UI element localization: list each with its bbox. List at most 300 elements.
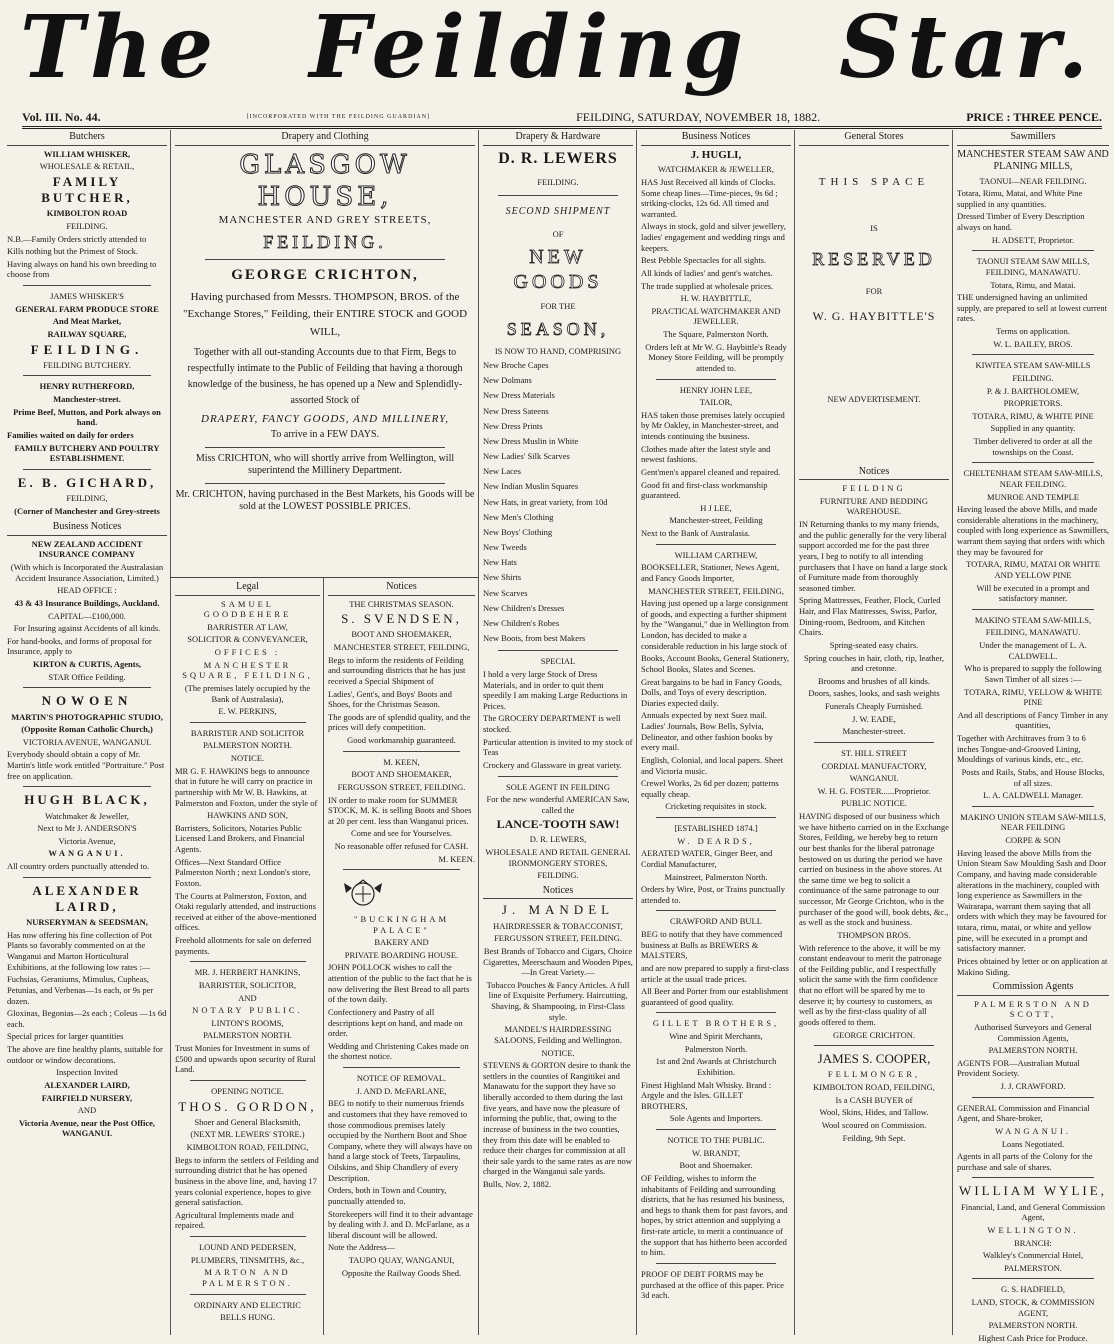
ad-line: WANGANUI. xyxy=(849,773,899,784)
ad-line: TAONUI STEAM SAW MILLS, FEILDING, MANAWATU. xyxy=(976,256,1090,277)
ad-line: WANGANUI. xyxy=(995,1125,1071,1136)
ad-line: W. G. HAYBITTLE'S xyxy=(812,309,936,323)
ad-line: Spring Mattresses, Feather, Flock, Curled Hair, and Flax Mattresses, Swiss, Parlor, Dining-room, Bedroom, and Kitchen Chairs. xyxy=(799,595,941,638)
ad-line: GEORGE CRICHTON, xyxy=(231,266,419,283)
section-header-commission-agents: Commission Agents xyxy=(957,980,1109,996)
column-rule xyxy=(636,130,637,1335)
ad-glasgow-house xyxy=(172,130,478,576)
ad-line: FEILDING. xyxy=(30,341,144,357)
ad-line: SOLICITOR & CONVEYANCER, xyxy=(187,634,308,645)
ad-line: ORDINARY AND ELECTRIC xyxy=(194,1299,301,1310)
ad-line: SECOND SHIPMENT xyxy=(505,206,611,218)
ad-line: Having always on hand his own breeding to choose from xyxy=(7,258,157,280)
ad-line: Funerals Cheaply Furnished. xyxy=(825,701,923,711)
goods-list xyxy=(483,359,633,645)
ad-line: J. HUGLI, xyxy=(690,148,742,161)
ad-line: TOTARA, RIMU, MATAI OR WHITE AND YELLOW PINE xyxy=(966,559,1100,580)
ad-line: Boot and Shoemaker. xyxy=(679,1160,753,1171)
ad-line: (NEXT MR. LEWERS' STORE.) xyxy=(190,1129,305,1140)
ad-line: BARRISTER AND SOLICITOR xyxy=(190,727,305,738)
list-item: New Hats xyxy=(483,557,517,568)
ad-line: Gent'men's apparel cleaned and repaired. xyxy=(641,466,781,477)
ad-line: STAR Office Feilding. xyxy=(48,671,126,682)
ad-line: FERGUSSON STREET, FEILDING. xyxy=(337,781,466,792)
ad-line: VICTORIA AVENUE, WANGANUI. xyxy=(22,736,152,747)
ad-line: RAILWAY SQUARE, xyxy=(47,328,127,339)
list-item: New Hats, in great variety, from 10d xyxy=(483,496,608,507)
ad-line: FEILDING. xyxy=(66,220,108,231)
ad-line: MR G. F. HAWKINS begs to announce that in future he will carry on practice in partnership with Mr W. B. Hawkins, at Palmerston and Foxton, under the style of xyxy=(175,765,318,808)
ad-line: (The premises lately occupied by the Bank of Australasia), xyxy=(184,682,311,704)
ad-line: FEILDING. xyxy=(537,870,579,881)
ad-line: HAVING disposed of our business which we have hitherto carried on in the Exchange Stores, Feilding, we hereby beg to return our best thanks for the liberal patronage bestowed on us during the period we have carried on business in the above stores. At the same time we beg to solicit a continuance of the same patronage to our successor, Mr George Crichton, who is the purchaser of the good will, book debts, &c., as well as the stock and business. xyxy=(799,811,949,928)
ad-line: Good workmanship guaranteed. xyxy=(347,735,456,745)
ad-line: FOR THE xyxy=(540,301,576,312)
ad-line: (With which is Incorporated the Australasian Accident Insurance Association, Limited.) xyxy=(10,562,164,583)
ad-line: Everybody should obtain a copy of Mr. Martin's little work entitled "Portraiture." Post free on application. xyxy=(7,749,165,781)
ad-line: KIRTON & CURTIS, Agents, xyxy=(32,659,142,669)
ad-line: HENRY RUTHERFORD, xyxy=(39,381,135,392)
ad-line: WILLIAM CARTHEW, xyxy=(674,549,758,560)
ad-line: All country orders punctually attended to. xyxy=(7,861,150,871)
ad-line: AND xyxy=(238,992,257,1003)
ad-line: MANCHESTER AND GREY STREETS, xyxy=(218,213,432,226)
list-item: New Dolmans xyxy=(483,375,532,386)
ad-line: MANCHESTER SQUARE, FEILDING, xyxy=(182,659,313,681)
list-item: New Dress Prints xyxy=(483,420,543,431)
ad-line: Agricultural Implements made and repaired. xyxy=(175,1209,294,1231)
ad-line: Supplied in any quantity. xyxy=(990,423,1076,434)
ad-line: Trust Monies for Investment in sums of £500 and upwards upon security of Rural Land. xyxy=(175,1043,316,1075)
dateline: FEILDING, SATURDAY, NOVEMBER 18, 1882. xyxy=(576,109,821,124)
section-header-business-notices: Business Notices xyxy=(7,520,167,536)
ad-line: THOMPSON BROS. xyxy=(837,929,911,940)
ad-line: Fuchsias, Geraniums, Mimulus, Cupheas, Petunias, and Verbenas—1s each, or 9s per dozen. xyxy=(7,974,154,1006)
ad-line: OF Feilding, wishes to inform the inhabitants of Feilding and surrounding districts, that he has resumed his business, and begs to thank them for past favors, and hopes, by strict attention and supplying a first-rate article, to merit a continuance of the support that has hitherto been accorded to him. xyxy=(641,1172,788,1258)
ad-line: KIMBOLTON ROAD xyxy=(46,208,128,219)
ad-line: MANCHESTER STREET, FEILDING, xyxy=(333,642,470,652)
ad-line: Manchester-street. xyxy=(53,394,121,404)
ad-line: Come and see for Yourselves. xyxy=(350,828,453,839)
ad-line: [ESTABLISHED 1874.] xyxy=(674,823,758,833)
ad-line: To arrive in a FEW DAYS. xyxy=(270,429,380,441)
ad-line: Special prices for larger quantities xyxy=(7,1031,124,1042)
ad-line: TAUPO QUAY, WANGANUI, xyxy=(348,1255,455,1265)
ad-line: CHELTENHAM STEAM SAW-MILLS, NEAR FEILDING. xyxy=(963,468,1103,489)
ad-line: BEG to notify that they have commenced business at Bulls as BREWERS & MALSTERS, xyxy=(641,929,783,961)
ad-line: Orders left at Mr W. G. Haybittle's Ready Money Store Feilding, will be promptly attended to. xyxy=(645,341,787,373)
ad-line: Victoria Avenue, xyxy=(58,835,116,846)
section-header-notices: Notices xyxy=(799,465,949,481)
ad-line: W. DEARDS, xyxy=(677,835,755,846)
ad-line: (Corner of Manchester and Grey-streets xyxy=(14,505,160,516)
ad-line: Doors, sashes, looks, and sash weights xyxy=(808,688,940,699)
ad-line: Clothes made after the latest style and newest fashions. xyxy=(641,443,771,465)
ad-line: Agents in all parts of the Colony for the purchase and sale of shares. xyxy=(957,1151,1093,1172)
ad-line: W. L. BAILEY, BROS. xyxy=(993,338,1073,349)
ad-line: Offices—Next Standard Office Palmerston North ; next London's store, Foxton. xyxy=(175,856,311,888)
ad-line: FEILDING. xyxy=(537,176,579,187)
ad-line: Begs to inform the residents of Feilding and surrounding districts that he has just received a Special Shipment of xyxy=(328,654,466,686)
ad-line: The Square, Palmerston North. xyxy=(663,329,769,339)
ad-line: BELLS HUNG. xyxy=(220,1312,275,1323)
section-header-legal: Legal xyxy=(175,580,320,596)
ad-line: Begs to inform the settlers of Feilding and surrounding district that he has opened business in the above line, and, having 17 years colonial experience, hopes to give general satisfaction. xyxy=(175,1154,319,1208)
ad-line: PALMERSTON NORTH. xyxy=(203,1030,292,1041)
ad-line: Great bargains to be had in Fancy Goods, Dolls, and Toys of every description. Diaries expected daily. xyxy=(641,676,783,708)
ad-line: English, Colonial, and local papers. Sheet and Victoria music. xyxy=(641,754,784,776)
section-header-notices: Notices xyxy=(328,580,475,596)
ad-line: WHOLESALE AND RETAIL GENERAL IRONMONGERY STORES, xyxy=(485,847,631,868)
ad-line: "BUCKINGHAM PALACE" xyxy=(353,913,450,935)
ad-line: IS xyxy=(870,223,878,234)
ad-line: SOLE AGENT IN FEILDING xyxy=(506,781,610,792)
ad-line: I hold a very large Stock of Dress Materials, and in order to quit them speedily I am making Large Reductions in Prices. xyxy=(483,668,628,711)
ad-line: and are now prepared to supply a first-class article at the usual trade prices. xyxy=(641,962,789,984)
ad-line: JOHN POLLOCK wishes to call the attention of the public to the fact that he is now delivering the Best Bread to all parts of the town daily. xyxy=(328,962,472,1005)
ad-line: Crockery and Glassware in great variety. xyxy=(483,759,622,770)
list-item: New Dress Sateens xyxy=(483,405,549,416)
ad-line: Wine and Spirit Merchants, xyxy=(669,1031,763,1041)
ad-line: FURNITURE AND BEDDING WAREHOUSE. xyxy=(819,495,929,517)
ad-line: BARRISTER AT LAW, xyxy=(207,621,288,632)
ad-line: THE CHRISTMAS SEASON. xyxy=(349,598,454,609)
list-item: New Boys' Clothing xyxy=(483,526,553,537)
ad-line: JAMES S. COOPER, xyxy=(817,1051,931,1067)
ad-line: Freehold allotments for sale on deferred payments. xyxy=(175,935,312,956)
ad-line: Brooms and brushes of all kinds. xyxy=(818,675,930,686)
section-header-notices: Notices xyxy=(483,884,633,900)
ad-line: 43 & 43 Insurance Buildings, Auckland. xyxy=(14,597,160,608)
ad-line: Victoria Avenue, near the Post Office, WANGANUI. xyxy=(18,1117,156,1139)
ad-line: Financial, Land, and General Commission Agent, xyxy=(961,1201,1105,1223)
ad-line: The GROCERY DEPARTMENT is well stocked. xyxy=(483,713,621,735)
ad-line: MR. J. HERBERT HANKINS, xyxy=(194,967,301,978)
ad-line: LINTON'S ROOMS, xyxy=(211,1017,284,1028)
masthead-word-the: The xyxy=(20,0,220,98)
incorporated-note: [INCORPORATED WITH THE FEILDING GUARDIAN] xyxy=(246,114,431,120)
ad-line: NOTICE. xyxy=(230,753,265,763)
ad-line: G. S. HADFIELD, xyxy=(1001,1284,1065,1295)
ad-line: CORDIAL MANUFACTORY, xyxy=(821,760,927,771)
ad-line: GENERAL Commission and Financial Agent, and Share-broker, xyxy=(957,1102,1090,1124)
ad-line: M. KEEN. xyxy=(438,853,475,864)
ad-line: PALMERSTON AND SCOTT, xyxy=(974,998,1092,1020)
ad-line: CORPE & SON xyxy=(1005,835,1061,845)
ad-line: Kills nothing but the Primest of Stock. xyxy=(7,246,139,257)
masthead xyxy=(0,0,1114,98)
ad-line: Orders, both in Town and Country, punctually attended to. xyxy=(328,1185,447,1206)
list-item: New Tweeds xyxy=(483,542,527,553)
ad-line: No reasonable offer refused for CASH. xyxy=(334,841,469,851)
ad-line: MARTON AND PALMERSTON. xyxy=(202,1267,293,1288)
ad-line: Opposite the Railway Goods Shed. xyxy=(341,1267,462,1278)
ad-line: Inspection Invited xyxy=(56,1067,118,1078)
column-rule xyxy=(952,130,953,1335)
ad-line: The trade supplied at wholesale prices. xyxy=(641,280,774,291)
ad-line: Spring couches in hair, cloth, rip, leather, and cretonne. xyxy=(803,652,944,674)
ad-line: FEILDING, xyxy=(66,493,108,503)
ad-line: TOTARA, RIMU, & WHITE PINE xyxy=(972,410,1094,421)
ad-line: Confectionery and Pastry of all descriptions kept on hand, and made on order. xyxy=(328,1006,463,1039)
ad-line: Best Brands of Tobacco and Cigars, Choice Cigarettes, Meerschaum and Wooden Pipes, —In Great Variety.— xyxy=(483,945,633,978)
ad-line: PUBLIC NOTICE. xyxy=(841,798,907,809)
royal-crest-icon xyxy=(328,879,398,907)
ad-line: BARRISTER, SOLICITOR, xyxy=(198,979,297,990)
ad-line: Always in stock, gold and silver jewellery, ladies' engagement and wedding rings and keepers. xyxy=(641,221,786,253)
ad-line: MAKINO UNION STEAM SAW-MILLS, NEAR FEILDING xyxy=(960,811,1106,833)
ad-line: W. H. G. FOSTER......Proprietor. xyxy=(817,785,931,796)
ad-line: AERATED WATER, Ginger Beer, and Cordial Manufacturer, xyxy=(641,848,773,869)
list-item: New Dress Materials xyxy=(483,390,555,401)
list-item: New Dress Muslin in White xyxy=(483,435,579,446)
ad-line: Storekeepers will find it to their advantage by dealing with J. and D. McFarlane, as a liberal discount will be allowed. xyxy=(328,1208,473,1240)
ad-line: NEW GOODS xyxy=(513,246,603,294)
ad-line: Mainstreet, Palmerston North. xyxy=(664,871,768,882)
ad-line: BAKERY AND xyxy=(374,937,429,948)
ad-line: NOTICE OF REMOVAL. xyxy=(356,1073,447,1083)
ad-line: TAONUI—NEAR FEILDING. xyxy=(979,175,1087,186)
ad-line: LOUND AND PEDERSEN, xyxy=(198,1242,297,1252)
ad-line: Miss CRICHTON, who will shortly arrive from Wellington, will superintend the Millinery Department. xyxy=(195,452,455,477)
ad-line: Has now offering his fine collection of Pot Plants so favorably commented on at the Wanganui and Marton Horticultural Exhibitions, at the following low rates :— xyxy=(7,929,153,972)
ad-line: NURSERYMAN & SEEDSMAN, xyxy=(26,917,148,928)
ad-line: FAMILY BUTCHER, xyxy=(41,173,133,205)
list-item: New Laces xyxy=(483,466,521,477)
ad-line: L. A. CALDWELL Manager. xyxy=(983,790,1083,801)
ad-line: BRANCH: xyxy=(1014,1237,1052,1248)
ad-line: With reference to the above, it will be my constant endeavour to merit the patronage of the Feilding public, and I respectfully solicit the same with the firm confidence that no effort will be spared by me to deserve it; by courtesy to customers, as well as by the first-class quality of all goods offered to them. xyxy=(799,942,942,1027)
ad-line: Walkley's Commercial Hotel, xyxy=(982,1250,1084,1261)
ad-line: HAIRDRESSER & TOBACCONIST, xyxy=(493,920,623,931)
ad-line: Crewel Works, 2s 6d per dozen; patterns equally cheap. xyxy=(641,778,779,799)
ad-line: Best Pebble Spectacles for all sights. xyxy=(641,255,767,266)
ad-line: PALMERSTON NORTH. xyxy=(988,1320,1078,1331)
ad-line: Together with all out-standing Accounts due to that Firm, Begs to respectfully intimate to the Public of Feilding that having a thorough knowledge of the business, he has opened up a New and Splendidly-assorted Stock of xyxy=(187,347,463,407)
ad-title: D. R. LEWERS xyxy=(498,149,618,167)
ad-line: OFFICES : xyxy=(214,647,281,657)
ad-line: THOS. GORDON, xyxy=(178,1098,317,1114)
ad-line: W. BRANDT, xyxy=(692,1147,740,1158)
ad-line: J. W. EADE, xyxy=(852,713,896,724)
ad-line: Feilding, 9th Sept. xyxy=(842,1132,906,1143)
ad-line: For Insuring against Accidents of all kinds. xyxy=(13,623,161,634)
ad-line: WELLINGTON. xyxy=(987,1224,1079,1235)
column-rule xyxy=(323,578,324,1335)
ad-line: Note the Address— xyxy=(328,1242,396,1253)
ad-line: For hand-books, and forms of proposal for Insurance, apply to xyxy=(7,635,152,657)
column-rule xyxy=(478,130,479,1335)
ad-line: MANDEL'S HAIRDRESSING SALOONS, Feilding and Wellington. xyxy=(494,1024,622,1045)
ad-line: HAWKINS AND SON, xyxy=(207,810,288,821)
ad-line: And Meat Market, xyxy=(52,316,122,327)
section-header-butchers: Butchers xyxy=(7,130,167,146)
ad-line: Dressed Timber of Every Description always on hand. xyxy=(957,211,1085,232)
list-item: New Broche Capes xyxy=(483,360,549,370)
ad-line: FEILDING xyxy=(842,483,906,494)
ad-line: 1st and 2nd Awards at Christchurch Exhibition. xyxy=(655,1056,777,1077)
ad-line: FAIRFIELD NURSERY, xyxy=(41,1092,133,1103)
ad-line: HENRY JOHN LEE, xyxy=(679,384,753,395)
ad-line: IN order to make room for SUMMER STOCK, M. K. is selling Boots and Shoes at 20 per cent. less than Wanganui prices. xyxy=(328,794,472,826)
ad-line: HAS taken those premises lately occupied by Mr Oakley, in Manchester-street, and intends continuing the business. xyxy=(641,409,785,441)
list-item: New Children's Dresses xyxy=(483,602,565,613)
ad-line: J. AND D. McFARLANE, xyxy=(356,1085,447,1096)
ad-line: CAPITAL—£100,000. xyxy=(48,610,126,621)
list-item: New Men's Clothing xyxy=(483,511,554,522)
ad-line: LANCE-TOOTH SAW! xyxy=(496,817,620,832)
ad-line: The above are fine healthy plants, suitable for outdoor or window decorations. xyxy=(7,1044,163,1065)
ad-line: OPENING NOTICE. xyxy=(211,1085,284,1096)
info-bar xyxy=(22,108,1102,129)
ad-line: Palmerston North. xyxy=(684,1043,748,1054)
ad-line: SPECIAL xyxy=(540,656,576,667)
ad-line: KIWITEA STEAM SAW-MILLS xyxy=(975,360,1091,371)
ad-line: TOTARA, RIMU, YELLOW & WHITE PINE xyxy=(964,686,1102,708)
list-item: New Scarves xyxy=(483,587,528,598)
ad-line: Shoer and General Blacksmith, xyxy=(194,1116,301,1127)
ad-line: Manchester-street. xyxy=(842,726,906,737)
ad-line: Will be executed in a prompt and satisfactory manner. xyxy=(976,582,1090,604)
ad-line: Having just opened up a large consignment of goods, and expecting a further shipment by the "Wanganui," due in Wellington from London, has decided to make a considerable reduction in his large stock of xyxy=(641,598,789,651)
ad-line: FEILDING. xyxy=(1012,372,1054,383)
ad-line: THE undersigned having an unlimited supply, are prepared to sell at lowest current rates. xyxy=(957,292,1108,324)
ad-line: PRACTICAL WATCHMAKER AND JEWELLER. xyxy=(651,305,781,327)
ad-line: Highest Cash Price for Produce. xyxy=(978,1332,1088,1343)
ad-line: BOOT AND SHOEMAKER, xyxy=(351,629,452,640)
ad-line: Next to the Bank of Australasia. xyxy=(641,528,751,538)
ad-line: Having purchased from Messrs. THOMPSON, BROS. of the "Exchange Stores," Feilding, their ENTIRE STOCK and GOOD WILL, xyxy=(182,290,468,338)
section-header-drapery-hardware: Drapery & Hardware xyxy=(483,130,633,146)
ad-line: D. R. LEWERS, xyxy=(529,834,587,845)
ad-line: ALEXANDER LAIRD, xyxy=(32,882,142,914)
ad-line: J. J. CRAWFORD. xyxy=(1000,1081,1066,1091)
ad-line: KIMBOLTON ROAD, FEILDING, xyxy=(813,1082,935,1092)
ad-line: ALEXANDER LAIRD, xyxy=(44,1079,130,1090)
ad-line: NOTICE. xyxy=(541,1047,575,1058)
ad-line: PLUMBERS, TINSMITHS, &c., xyxy=(190,1254,305,1265)
ad-line: BEG to notify to their numerous friends and customers that they have removed to those commodious premises lately occupied by the Northern Boot and Shoe Company, where they will always have on hand a large stock of Teets, Tarpaulins, Oilskins, and Ship Chandlery of every Description. xyxy=(328,1098,473,1183)
ad-line: Authorised Surveyors and General Commission Agents, xyxy=(974,1021,1092,1043)
ad-line: WILLIAM WHISKER, xyxy=(43,148,131,159)
ad-line: MAKINO STEAM SAW-MILLS, xyxy=(974,614,1092,625)
column-business-notices xyxy=(638,130,794,1335)
ad-line: CRAWFORD AND BULL xyxy=(670,916,762,927)
ad-line: THIS SPACE xyxy=(818,175,930,188)
ad-line: SEASON, xyxy=(506,318,610,339)
ad-line: PALMERSTON. xyxy=(1004,1262,1062,1273)
ad-line: Wool, Skins, Hides, and Tallow. xyxy=(819,1107,929,1118)
ad-line: Loans Negotiated. xyxy=(1001,1138,1065,1149)
column-butchers xyxy=(4,130,170,1335)
ad-line: Orders by Wire, Post, or Trains punctually attended to. xyxy=(641,884,785,905)
ad-line: RESERVED xyxy=(812,248,936,269)
ad-line: WILLIAM WYLIE, xyxy=(959,1183,1107,1199)
list-item: New Shirts xyxy=(483,572,522,583)
ad-title: GLASGOW HOUSE, xyxy=(239,149,411,212)
ad-line: FEILDING BUTCHERY. xyxy=(43,359,131,370)
masthead-word-star: Star. xyxy=(839,0,1094,98)
ad-line: DRAPERY, FANCY GOODS, AND MILLINERY, xyxy=(201,413,449,426)
ad-line: P. & J. BARTHOLOMEW, xyxy=(986,385,1080,396)
ad-line: NOTARY PUBLIC. xyxy=(192,1005,303,1016)
ad-line: E. B. GICHARD, xyxy=(17,474,157,490)
ad-line: And all descriptions of Fancy Timber in any quantities, xyxy=(957,709,1109,731)
ad-line: PROOF OF DEBT FORMS may be purchased at the office of this paper. Price 3d each. xyxy=(641,1268,784,1301)
ad-line: Tobacco Pouches & Fancy Articles. A full line of Exquisite Perfumery. Haircutting, Shaving, & Shampooing, in First-Class style. xyxy=(486,979,630,1022)
ad-line: WATCHMAKER & JEWELLER, xyxy=(658,164,774,175)
column-rule xyxy=(170,130,171,1335)
ad-line: H J LEE, xyxy=(700,502,732,513)
ad-line: MUNROE AND TEMPLE xyxy=(987,491,1079,502)
list-item: New Boots, from best Makers xyxy=(483,633,586,644)
ad-line: Sole Agents and Importers. xyxy=(669,1113,763,1124)
ad-line: PRIVATE BOARDING HOUSE. xyxy=(344,949,459,960)
ad-line: Spring-seated easy chairs. xyxy=(829,639,919,650)
ad-line: BOOT AND SHOEMAKER, xyxy=(351,769,452,780)
ad-line: NEW ADVERTISEMENT. xyxy=(827,394,921,404)
ad-line: Together with Architraves from 3 to 6 inches Tongue-and-Grooved Lining, Mouldings of various kinds, etc., etc. xyxy=(957,733,1086,765)
ad-line: All Beer and Porter from our establishment guaranteed of good quality. xyxy=(641,986,789,1007)
ad-line: The goods are of splendid quality, and the prices will defy competition. xyxy=(328,711,471,733)
ad-line: FELLMONGER, xyxy=(827,1069,921,1080)
ad-line: PALMERSTON NORTH. xyxy=(988,1045,1078,1056)
ad-line: Posts and Rails, Stabs, and House Blocks, of all sizes. xyxy=(961,766,1105,788)
ad-line: HUGH BLACK, xyxy=(24,792,150,808)
ad-line: Annuals expected by next Suez mail. Ladies' Journals, Bow Bells, Sylvia, Delineator, and other fashion books by every mail. xyxy=(641,710,773,753)
ad-line: All kinds of ladies' and gent's watches. xyxy=(641,267,773,278)
ad-line: Ladies', Gent's, and Boys' Boots and Shoes, for the Christmas Season. xyxy=(328,688,452,710)
ad-line: H. W. HAYBITTLE, xyxy=(680,293,752,304)
ad-line: KIMBOLTON ROAD, FEILDING, xyxy=(186,1142,309,1152)
ad-line: TAILOR, xyxy=(699,397,733,408)
ad-line: Gloxinas, Begonias—2s each ; Coleus —1s 6d each. xyxy=(7,1008,167,1029)
ad-line: LAND, STOCK, & COMMISSION AGENT, xyxy=(971,1297,1095,1318)
ad-line: JAMES WHISKER'S xyxy=(50,291,124,301)
ad-line: NEW ZEALAND ACCIDENT INSURANCE COMPANY xyxy=(31,538,143,560)
ad-line: Who is prepared to supply the following Sawn Timber of all sizes :— xyxy=(964,663,1102,684)
ad-line: Prime Beef, Mutton, and Pork always on hand. xyxy=(13,406,161,428)
list-item: New Indian Muslin Squares xyxy=(483,481,579,492)
ad-line: Totara, Rimu, and Matai. xyxy=(990,279,1076,290)
ad-line: AGENTS FOR—Australian Mutual Provident Society. xyxy=(957,1057,1080,1079)
ad-line: MANCHESTER STREET, FEILDING, xyxy=(648,585,784,596)
ad-line: Having leased the above Mills, and made considerable alterations in the machinery, coupled with long experience as Sawmillers, warrant them saying that orders with which they may be favoured for xyxy=(957,504,1110,557)
ad-line: Is a CASH BUYER of xyxy=(835,1094,913,1105)
column-legal xyxy=(172,580,323,1335)
masthead-word-feilding: Feilding xyxy=(309,0,750,98)
ad-line: GILLET BROTHERS, xyxy=(652,1018,780,1029)
ad-line: N.B.—Family Orders strictly attended to xyxy=(7,233,147,244)
ad-line: WHOLESALE & RETAIL, xyxy=(39,161,135,172)
ad-line: Wedding and Christening Cakes made on the shortest notice. xyxy=(328,1040,469,1062)
column-general-stores xyxy=(796,130,952,1335)
ad-line: GENERAL FARM PRODUCE STORE xyxy=(15,303,159,314)
ad-line: NOWOEN xyxy=(41,693,133,709)
ad-line: Barristers, Solicitors, Notaries Public Licensed Land Brokers, and Financial Agents. xyxy=(175,822,305,854)
ad-line: E. W. PERKINS, xyxy=(218,706,277,717)
ad-line: Cricketing requisites in stock. xyxy=(665,801,767,812)
list-item: New Ladies' Silk Scarves xyxy=(483,451,570,462)
ad-line: Good fit and first-class workmanship guaranteed. xyxy=(641,479,768,501)
ad-line: Prices obtained by letter or on application at Makino Siding. xyxy=(957,955,1108,977)
ad-line: WANGANUI. xyxy=(48,848,126,859)
ad-line: S. SVENDSEN, xyxy=(341,611,462,627)
ad-line: Having leased the above Mills from the Union Steam Saw Moulding Sash and Door Company, and having made considerable alterations in the machinery, coupled with long experience as Sawmillers in the Wairarapa, warrant them saying that all orders with which they may be favoured for totara, rimu, matai, or white and yellow pine, will be executed in a prompt and satisfactory manner. xyxy=(957,847,1107,954)
ad-line: Wool scoured on Commission. xyxy=(821,1119,927,1130)
ad-line: Watchmaker & Jeweller, xyxy=(45,810,129,821)
ad-line: The Courts at Palmerston, Foxton, and Otaki regularly attended, and instructions received at either of the above-mentioned offices. xyxy=(175,890,317,933)
